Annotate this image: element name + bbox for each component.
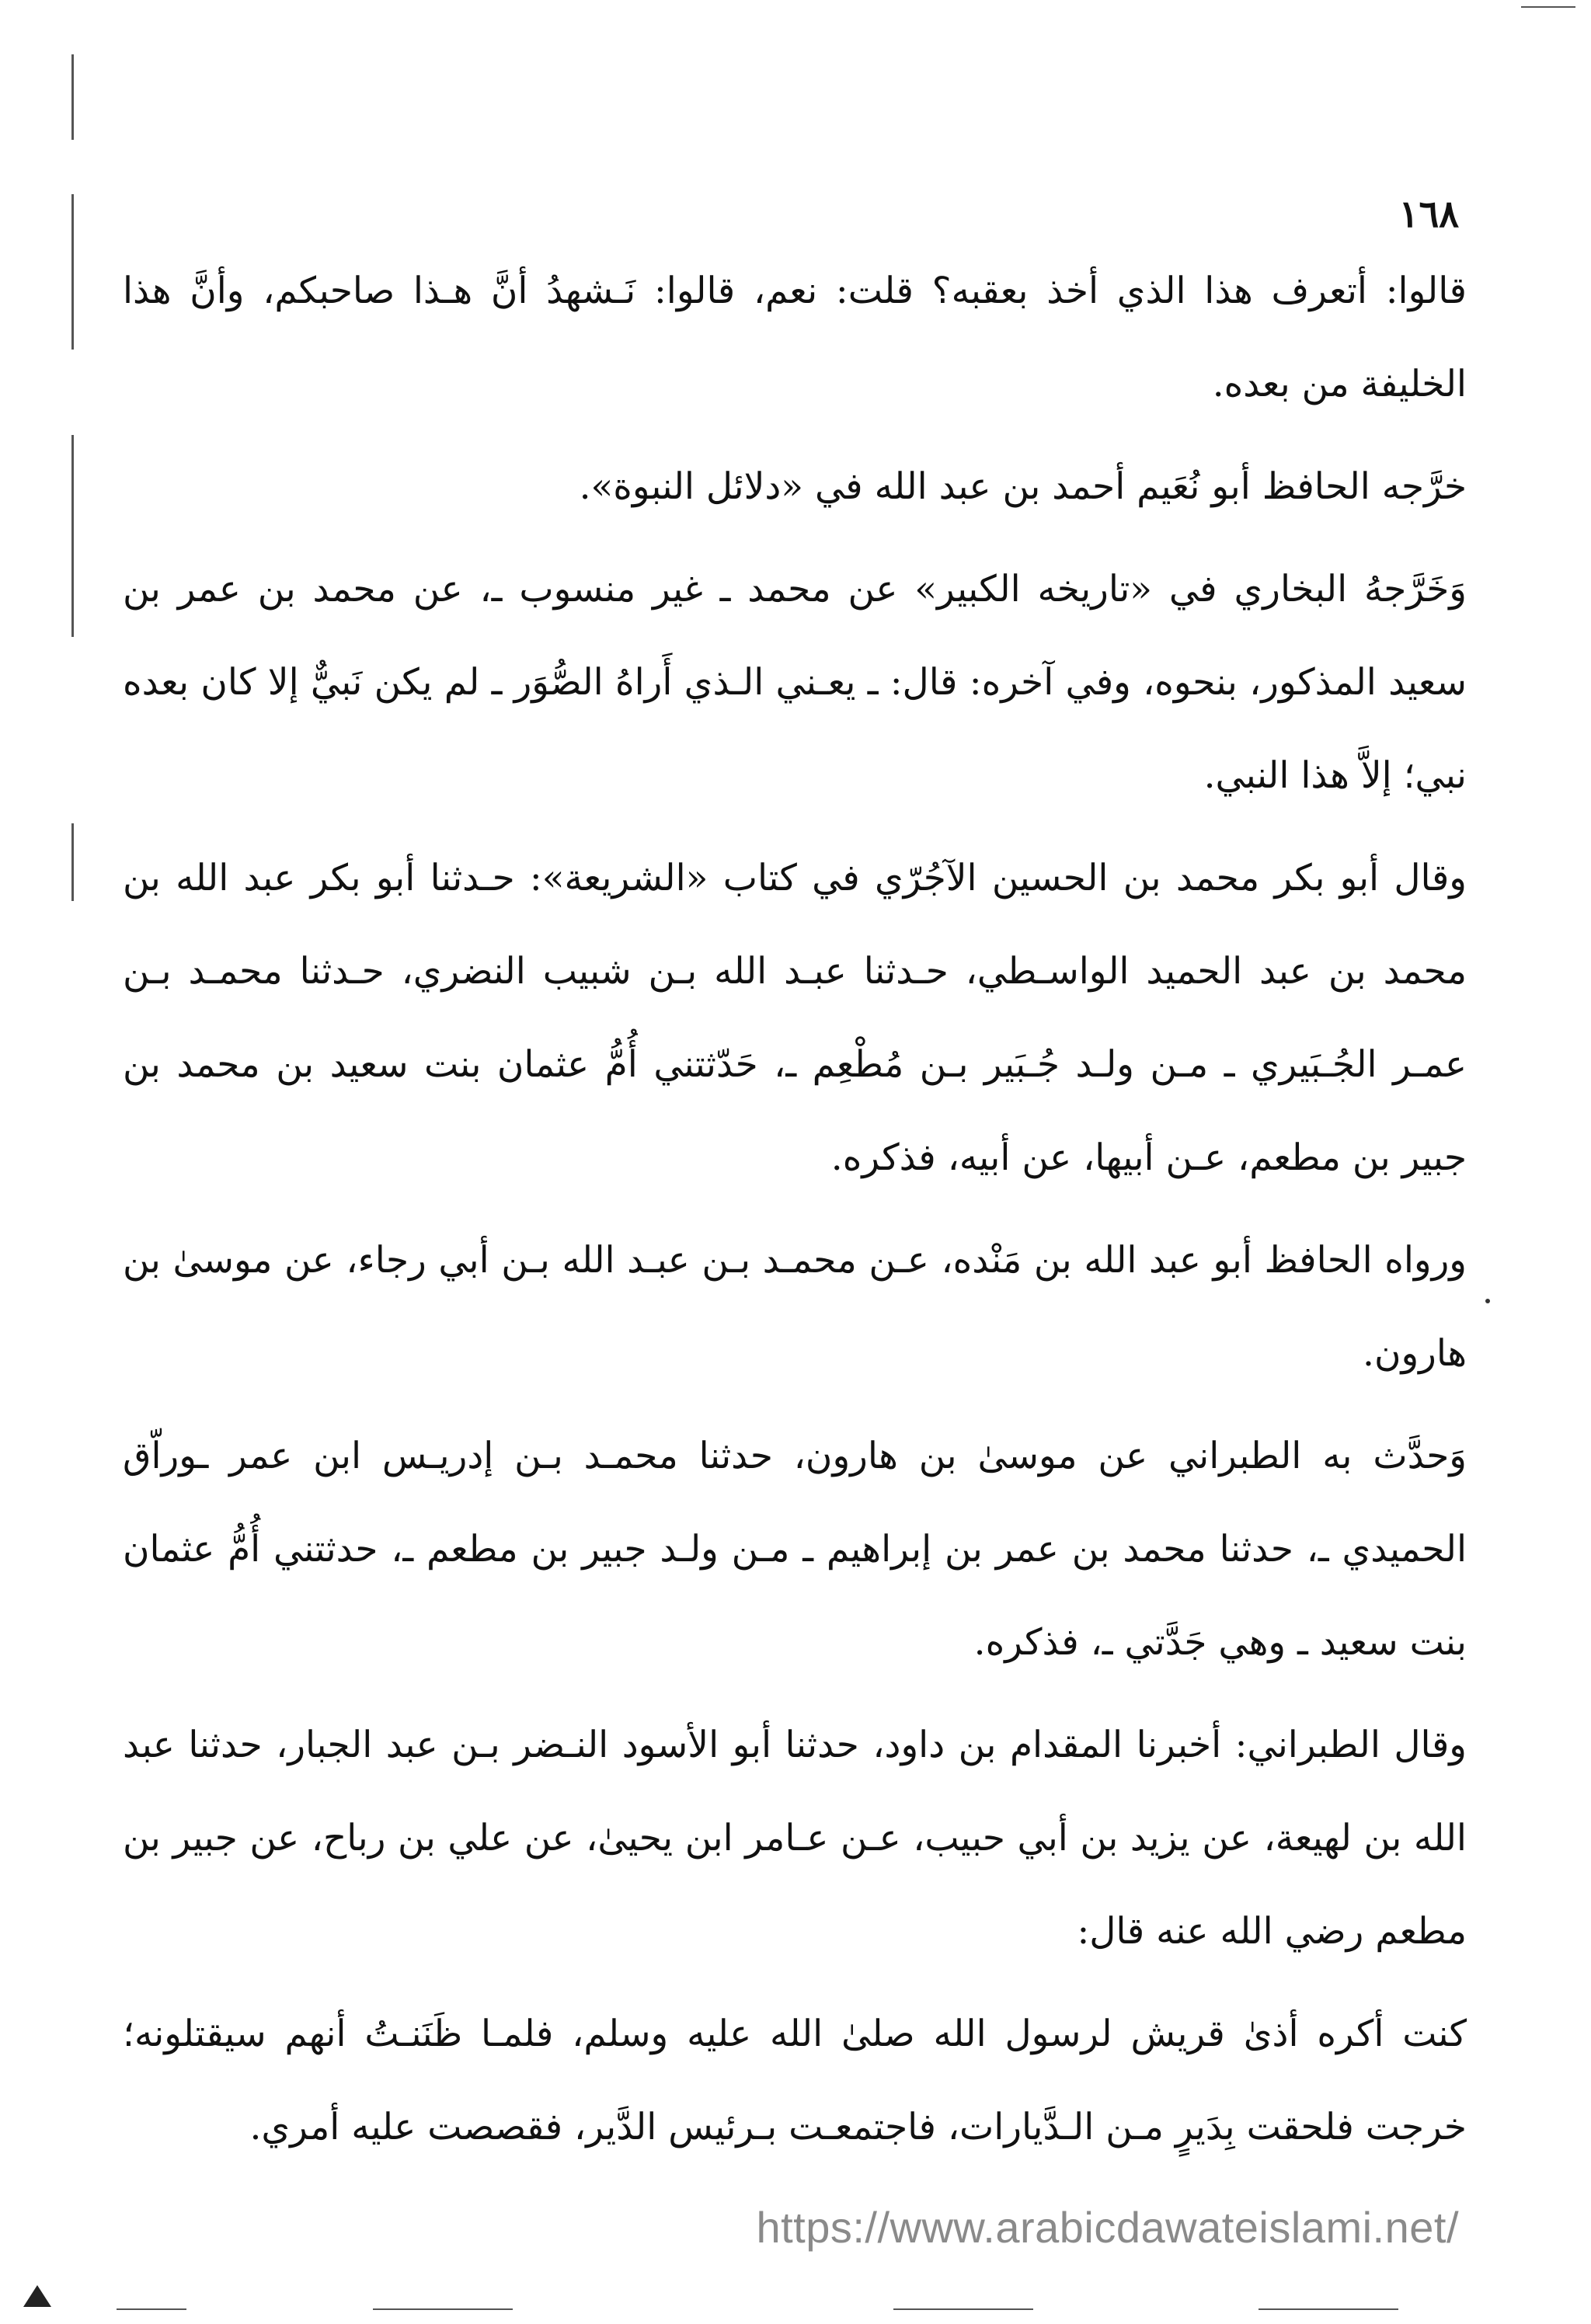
scan-edge-dash [373,2308,513,2310]
paragraph-7: وقال الطبراني: أخبرنا المقدام بن داود، حدثنا أبو الأسود النـضر بـن عبد الجبار، حدثنا عبد الله بن لهيعة، عن يزيد بن أبي حبيب، عـن عـامر ابن يحيىٰ، عن علي بن رباح، عن جبير بن مطعم رضي الله عنه قال: [123,1724,1467,1953]
paragraph-8: كنت أكره أذىٰ قريش لرسول الله صلىٰ الله عليه وسلم، فلمـا ظَنَنـتُ أنهم سيقتلونه؛ خرجت فلحقت بِدَيرٍ مـن الـدَّيارات، فاجتمعـت بـرئيس الدَّير، فقصصت عليه أمري. [123,2013,1467,2148]
main-text [123,245,1467,2183]
scan-speck [1485,1299,1490,1303]
paragraph-1: قالوا: أتعرف هذا الذي أخذ بعقبه؟ قلت: نعم، قالوا: نَـشهدُ أنَّ هـذا صاحبكم، وأنَّ هذا الخليفة من بعده. [123,270,1467,405]
scan-edge-dash [1259,2308,1398,2310]
paragraph-5: ورواه الحافظ أبو عبد الله بن مَنْده، عـن محمـد بـن عبـد الله بـن أبي رجاء، عن موسىٰ بن هارون. [123,1239,1467,1375]
page-number: ١٦٨ [1398,193,1459,236]
paragraph-3: وَخَرَّجهُ البخاري في «تاريخه الكبير» عن محمد ـ غير منسوب ـ، عن محمد بن عمر بن سعيد المذكور، بنحوه، وفي آخره: قال: ـ يعـني الـذي أَراهُ الصُّوَر ـ لم يكن نَبيٌّ إلا كان بعده نبي؛ إلاَّ هذا النبي. [123,568,1467,797]
scan-edge-dash [893,2308,1033,2310]
corner-triangle-mark [23,2285,51,2307]
scan-edge-line [71,54,74,140]
paragraph-4: وقال أبو بكر محمد بن الحسين الآجُرّي في كتاب «الشريعة»: حـدثنا أبو بكر عبد الله بن محمد بن عبد الحميد الواسـطي، حـدثنا عبـد الله بـن شبيب النضري، حـدثنا محمـد بـن عمـر الجُـبَيري ـ مـن ولـد جُـبَير بـن مُطْعِم ـ، حَدّثتني أُمُّ عثمان بنت سعيد بن محمد بن جبير بن مطعم، عـن أبيها، عن أبيه، فذكره. [123,857,1467,1179]
scan-edge-line [71,823,74,901]
watermark-url: https://www.arabicdawateislami.net/ [756,2203,1459,2252]
scan-edge-line [71,194,74,350]
scan-edge-dash [1521,6,1575,8]
scan-edge-line [71,435,74,637]
scan-edge-dash [117,2308,186,2310]
paragraph-2: خرَّجه الحافظ أبو نُعَيم أحمد بن عبد الله في «دلائل النبوة». [579,465,1467,508]
paragraph-6: وَحدَّث به الطبراني عن موسىٰ بن هارون، حدثنا محمـد بـن إدريـس ابن عمر ـوراّق الحميدي ـ، حدثنا محمد بن عمر بن إبراهيم ـ مـن ولـد جبير بن مطعم ـ، حدثتني أُمُّ عثمان بنت سعيد ـ وهي جَدَّتي ـ، فذكره. [123,1435,1467,1664]
